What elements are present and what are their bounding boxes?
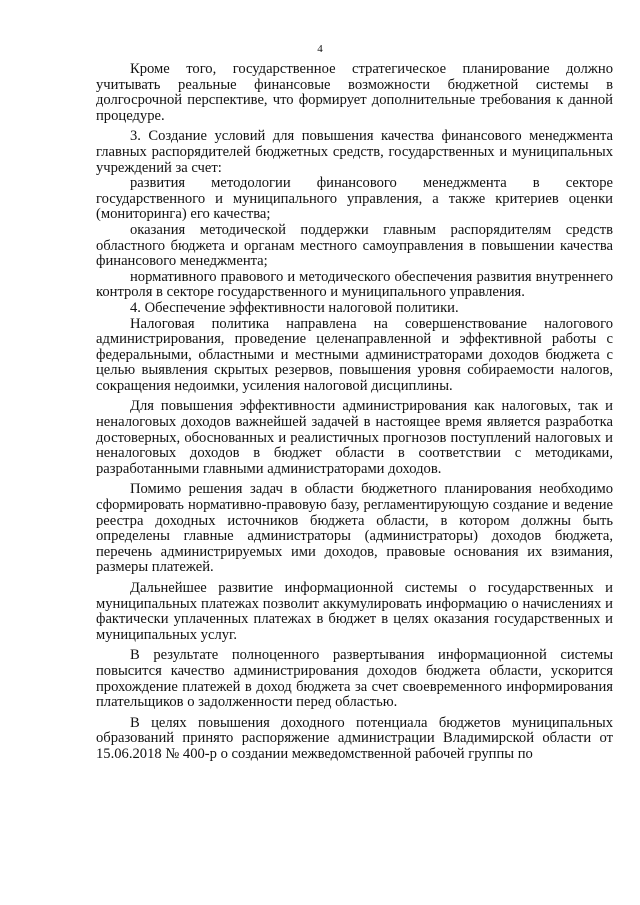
paragraph-revenue-administration: Для повышения эффективности администрирования как налоговых, так и неналоговых доходов важнейшей задачей в настоящее время является разработка достоверных, обоснованных и реалистичных прогнозов поступлений налоговых и неналоговых доходов в бюджет области в соответствии с методиками, разработанными главными администраторами доходов.: [96, 398, 613, 477]
paragraph-information-system: Дальнейшее развитие информационной системы о государственных и муниципальных платежах позволит аккумулировать информацию о начислениях и фактически уплаченных платежах в бюджет в целях оказания государственных и муниципальных услуг.: [96, 580, 613, 643]
paragraph-section-3-heading: 3. Создание условий для повышения качества финансового менеджмента главных распорядителей бюджетных средств, государственных и муниципальных учреждений за счет:: [96, 128, 613, 176]
paragraph-tax-policy: Налоговая политика направлена на совершенствование налогового администрирования, проведение целенаправленной и эффективной работы с федеральными, областными и местными администраторами доходов бюджета с целью выявления скрытых резервов, повышения уровня собираемости налогов, сокращения недоимки, усиления налоговой дисциплины.: [96, 315, 613, 394]
paragraph-revenue-registry: Помимо решения задач в области бюджетного планирования необходимо сформировать нормативно-правовую базу, регламентирующую создание и ведение реестра доходных источников бюджета области, в котором должны быть определены главные администраторы (администраторы) доходов бюджета, перечень администрируемых ими доходов, правовые основания их взимания, размеры платежей.: [96, 481, 613, 576]
paragraph-internal-control: нормативного правового и методического обеспечения развития внутреннего контроля в секторе государственного и муниципального управления.: [96, 268, 613, 301]
paragraph-strategic-planning: Кроме того, государственное стратегическое планирование должно учитывать реальные финансовые возможности бюджетной системы в долгосрочной перспективе, что формирует дополнительные требования к данной процедуре.: [96, 61, 613, 124]
document-body: [96, 62, 613, 763]
paragraph-municipal-budgets: В целях повышения доходного потенциала бюджетов муниципальных образований принято распоряжение администрации Владимирской области от 15.06.2018 № 400-р о создании межведомственной рабочей группы по: [96, 714, 613, 762]
page-number: 4: [317, 43, 323, 55]
paragraph-methodology: развития методологии финансового менеджмента в секторе государственного и муниципального управления, а также критериев оценки (мониторинга) его качества;: [96, 175, 613, 223]
paragraph-methodical-support: оказания методической поддержки главным распорядителям средств областного бюджета и органам местного самоуправления в повышении качества финансового менеджмента;: [96, 221, 613, 270]
paragraph-system-deployment: В результате полноценного развертывания информационной системы повысится качество администрирования доходов бюджета области, ускорится прохождение платежей в доход бюджета за счет своевременного информирования плательщиков о задолженности перед областью.: [96, 647, 613, 711]
paragraph-section-4-heading: 4. Обеспечение эффективности налоговой политики.: [130, 299, 459, 316]
